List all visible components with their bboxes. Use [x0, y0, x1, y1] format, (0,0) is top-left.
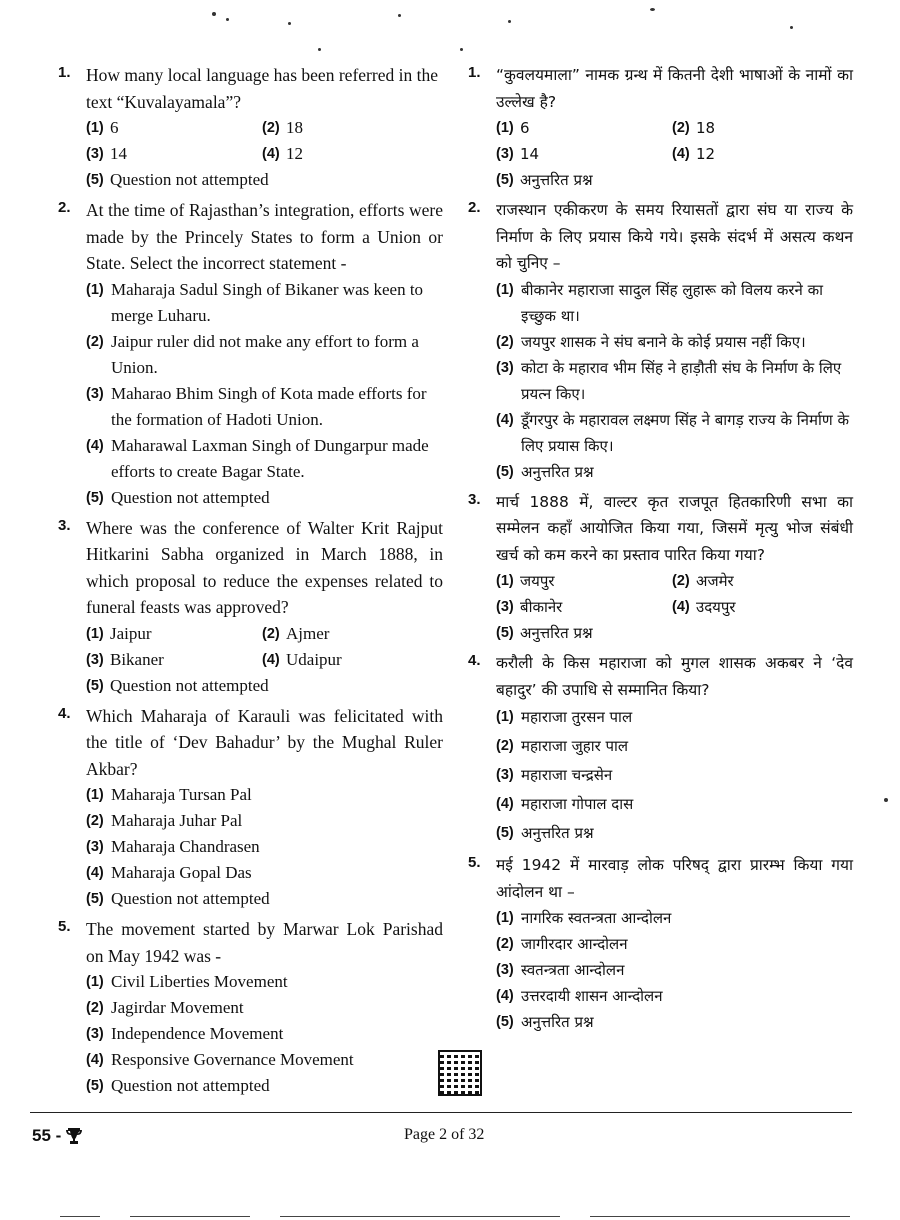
- paper-code-text: 55 -: [32, 1126, 62, 1145]
- option-4: (4) उदयपुर: [672, 598, 736, 616]
- scan-speck: [508, 20, 511, 23]
- option-3: (3) 14: [86, 144, 127, 163]
- option-1: (1) नागरिक स्वतन्त्रता आन्दोलन: [496, 909, 672, 927]
- option-5: (5) Question not attempted: [86, 889, 270, 908]
- scan-speck: [212, 12, 216, 16]
- option-2: (2) 18: [672, 119, 716, 137]
- options-list: [86, 969, 443, 1099]
- option-4: (4) 12: [262, 144, 303, 163]
- option-5: (5) अनुत्तरित प्रश्न: [496, 824, 594, 842]
- option-2: (2) Jaipur ruler did not make any effort to form a Union.: [86, 331, 419, 377]
- option-3: (3) महाराजा चन्द्रसेन: [496, 766, 613, 784]
- option-2: (2) 18: [262, 118, 303, 137]
- question-number: 2.: [468, 199, 481, 216]
- bottom-divider: [590, 1216, 850, 1217]
- option-3: (3) Maharaja Chandrasen: [86, 837, 260, 856]
- option-3: (3) Bikaner: [86, 649, 164, 669]
- scan-speck: [288, 22, 291, 25]
- options-list: [496, 703, 853, 848]
- bottom-divider: [60, 1216, 100, 1217]
- question-2-hi: [468, 197, 853, 485]
- question-number: 3.: [58, 516, 71, 534]
- option-3: (3) बीकानेर: [496, 598, 563, 616]
- option-3: (3) 14: [496, 145, 540, 163]
- qr-code-icon: [438, 1050, 482, 1096]
- option-1: (1) महाराजा तुरसन पाल: [496, 708, 633, 726]
- option-5: (5) अनुत्तरित प्रश्न: [496, 1013, 594, 1031]
- question-1-en: [58, 62, 443, 193]
- option-3: (3) कोटा के महाराव भीम सिंह ने हाड़ौती संघ के निर्माण के लिए प्रयत्न किए।: [496, 358, 842, 403]
- question-3-hi: [468, 489, 853, 647]
- options-grid: [496, 568, 853, 620]
- option-1: (1) Maharaja Tursan Pal: [86, 785, 252, 804]
- option-2: (2) महाराजा जुहार पाल: [496, 737, 629, 755]
- question-number: 1.: [468, 64, 481, 81]
- option-2: (2) Ajmer: [262, 623, 330, 643]
- option-4: (4) उत्तरदायी शासन आन्दोलन: [496, 987, 663, 1005]
- hindi-column: [468, 62, 853, 1035]
- option-1: (1) 6: [496, 119, 530, 137]
- option-2: (2) जयपुर शासक ने संघ बनाने के कोई प्रयास नहीं किए।: [496, 332, 806, 351]
- question-text: करौली के किस महाराजा को मुगल शासक अकबर ने ‘देव बहादुर’ की उपाधि से सम्मानित किया?: [496, 654, 853, 699]
- trophy-icon: [65, 1126, 83, 1146]
- option-4: (4) Udaipur: [262, 649, 342, 669]
- question-number: 4.: [468, 652, 481, 669]
- question-number: 4.: [58, 704, 71, 722]
- question-number: 3.: [468, 490, 481, 508]
- option-2: (2) अजमेर: [672, 572, 734, 590]
- question-4-en: [58, 703, 443, 913]
- option-5: (5) अनुत्तरित प्रश्न: [496, 171, 593, 189]
- option-4: (4) Maharawal Laxman Singh of Dungarpur made efforts to create Bagar State.: [86, 435, 429, 481]
- question-text: मार्च 1888 में, वाल्टर कृत राजपूत हितकारिणी सभा का सम्मेलन कहाँ आयोजित किया गया, जिसमें मृत्यु भोज संबंधी खर्च को कम करने का प्रस्ताव पारित किया गया?: [496, 492, 853, 564]
- scan-speck: [398, 14, 401, 17]
- question-4-hi: [468, 650, 853, 848]
- question-text: Which Maharaja of Karauli was felicitated with the title of ‘Dev Bahadur’ by the Mughal Ruler Akbar?: [86, 705, 443, 779]
- option-4: (4) Maharaja Gopal Das: [86, 863, 252, 882]
- question-number: 2.: [58, 199, 71, 216]
- option-1: (1) Jaipur: [86, 623, 152, 643]
- option-3: (3) Maharao Bhim Singh of Kota made efforts for the formation of Hadoti Union.: [86, 383, 427, 429]
- question-text: Where was the conference of Walter Krit Rajput Hitkarini Sabha organized in March 1888, in which proposal to reduce the expenses related to funeral feasts was approved?: [86, 517, 443, 617]
- question-5-en: [58, 916, 443, 1099]
- footer-divider: [30, 1112, 852, 1113]
- options-grid: [496, 115, 853, 167]
- question-text: The movement started by Marwar Lok Parishad on May 1942 was -: [86, 919, 443, 966]
- question-2-en: [58, 197, 443, 511]
- option-2: (2) जागीरदार आन्दोलन: [496, 935, 628, 953]
- option-4: (4) डूँगरपुर के महारावल लक्ष्मण सिंह ने बागड़ राज्य के निर्माण के लिए प्रयास किए।: [496, 410, 849, 455]
- option-3: (3) स्वतन्त्रता आन्दोलन: [496, 961, 625, 979]
- page-number: Page 2 of 32: [404, 1126, 485, 1143]
- option-1: (1) जयपुर: [496, 572, 555, 590]
- question-text: राजस्थान एकीकरण के समय रियासतों द्वारा संघ या राज्य के निर्माण के लिए प्रयास किये गये। इसके संदर्भ में असत्य कथन को चुनिए –: [496, 201, 853, 272]
- question-text: How many local language has been referred in the text “Kuvalayamala”?: [86, 65, 438, 112]
- question-5-hi: [468, 852, 853, 1035]
- question-text: मई 1942 में मारवाड़ लोक परिषद् द्वारा प्रारम्भ किया गया आंदोलन था –: [496, 856, 853, 901]
- option-5: (5) Question not attempted: [86, 170, 269, 189]
- option-4: (4) महाराजा गोपाल दास: [496, 795, 634, 813]
- question-number: 5.: [468, 854, 481, 871]
- option-5: (5) Question not attempted: [86, 675, 269, 695]
- scan-speck: [460, 48, 463, 51]
- scan-speck: [884, 798, 888, 802]
- scan-speck: [226, 18, 229, 21]
- paper-code: [32, 1126, 83, 1146]
- bottom-divider: [130, 1216, 250, 1217]
- option-3: (3) Independence Movement: [86, 1024, 284, 1043]
- options-grid: [86, 115, 443, 167]
- options-list: [86, 782, 443, 912]
- options-list: [496, 277, 853, 485]
- option-2: (2) Maharaja Juhar Pal: [86, 811, 243, 830]
- option-5: (5) Question not attempted: [86, 1076, 270, 1095]
- option-1: (1) Maharaja Sadul Singh of Bikaner was keen to merge Luharu.: [86, 279, 424, 325]
- scan-speck: [318, 48, 321, 51]
- question-text: At the time of Rajasthan’s integration, efforts were made by the Princely States to form a Union or State. Select the incorrect statement -: [86, 200, 443, 273]
- question-3-en: [58, 515, 443, 699]
- option-1: (1) बीकानेर महाराजा सादुल सिंह लुहारू को विलय करने का इच्छुक था।: [496, 280, 824, 325]
- option-5: (5) अनुत्तरित प्रश्न: [496, 624, 593, 642]
- question-1-hi: [468, 62, 853, 193]
- option-4: (4) Responsive Governance Movement: [86, 1050, 354, 1069]
- options-list: [86, 277, 443, 511]
- options-list: [496, 905, 853, 1035]
- option-5: (5) अनुत्तरित प्रश्न: [496, 462, 594, 481]
- scan-speck: [790, 26, 793, 29]
- question-number: 5.: [58, 918, 71, 935]
- english-column: [58, 62, 443, 1099]
- option-4: (4) 12: [672, 145, 716, 163]
- option-1: (1) 6: [86, 118, 119, 137]
- question-number: 1.: [58, 64, 71, 81]
- scan-speck: [650, 8, 655, 11]
- option-1: (1) Civil Liberties Movement: [86, 972, 288, 991]
- question-text: “कुवलयमाला” नामक ग्रन्थ में कितनी देशी भाषाओं के नामों का उल्लेख है?: [496, 66, 853, 111]
- option-2: (2) Jagirdar Movement: [86, 998, 244, 1017]
- option-5: (5) Question not attempted: [86, 487, 270, 507]
- bottom-divider: [280, 1216, 560, 1217]
- options-grid: [86, 621, 443, 673]
